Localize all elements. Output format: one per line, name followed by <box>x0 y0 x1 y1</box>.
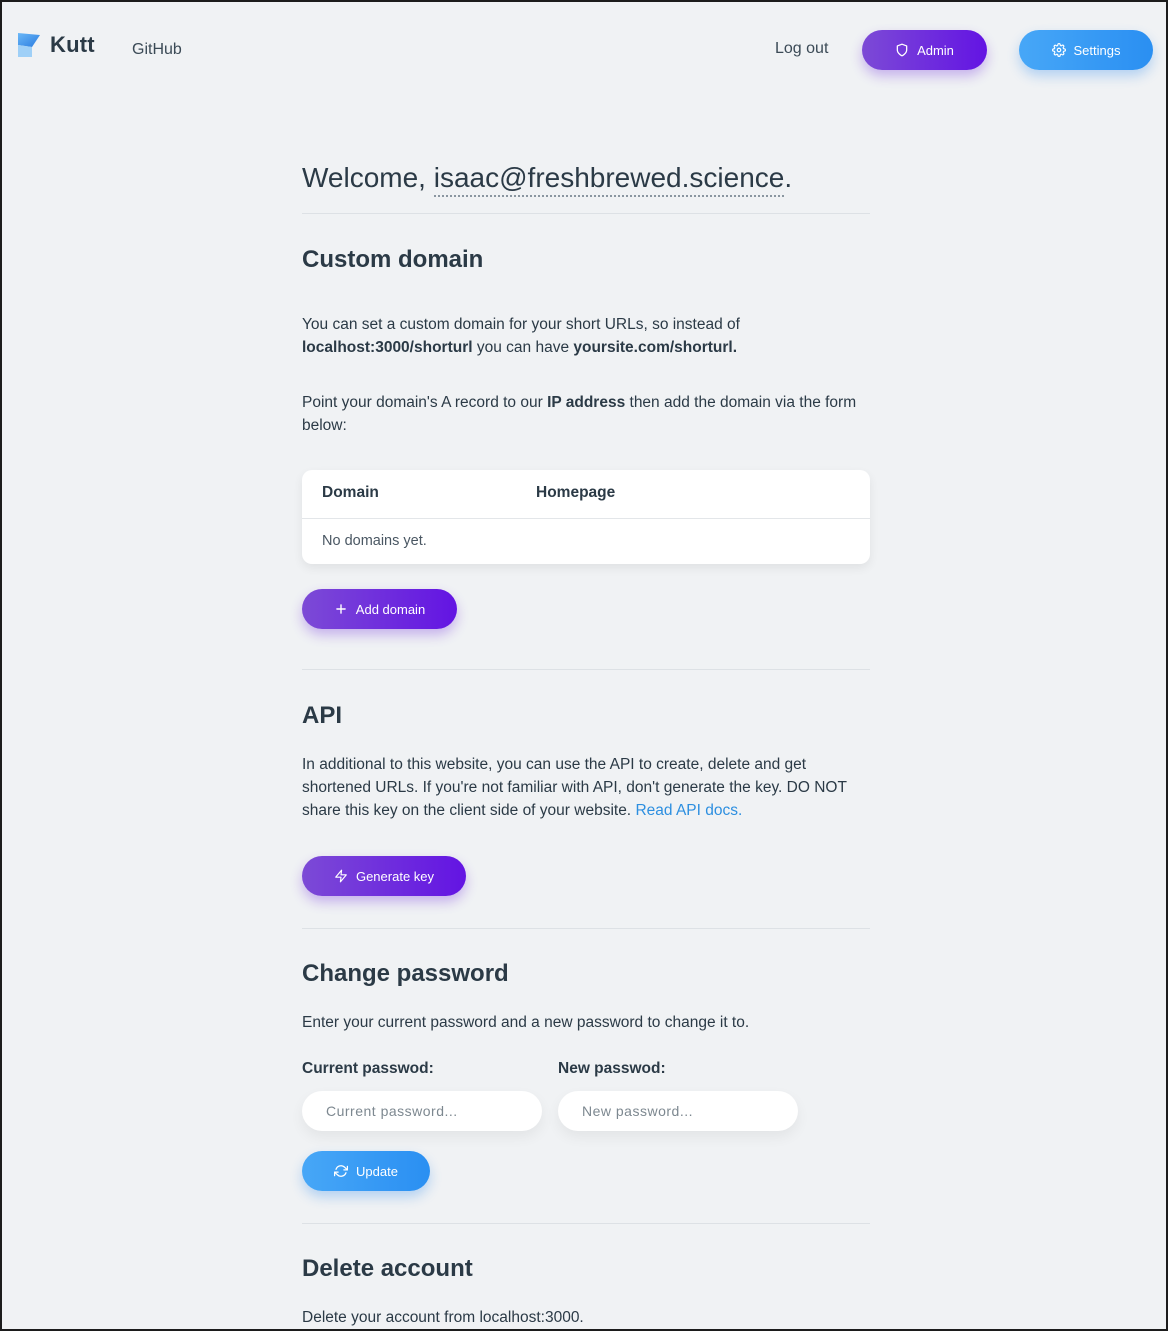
domains-empty-message: No domains yet. <box>322 533 427 549</box>
column-header-domain: Domain <box>322 484 379 501</box>
custom-domain-description: You can set a custom domain for your short URLs, so instead of localhost:3000/shorturl you can have yoursite.com/shorturl. <box>302 316 740 356</box>
generate-key-button[interactable] <box>302 856 466 896</box>
user-email: isaac@freshbrewed.science <box>434 162 785 197</box>
custom-domain-instructions: Point your domain's A record to our IP address then add the domain via the form below: <box>302 394 857 434</box>
add-domain-button[interactable] <box>302 589 457 629</box>
domains-table-header <box>302 470 870 519</box>
generate-key-label: Generate key <box>355 868 435 884</box>
current-password-input[interactable] <box>302 1091 542 1131</box>
api-description: In additional to this website, you can use the API to create, delete and get shortened URLs. If you're not familiar with API, don't generate the key. DO NOT share this key on the client side of your website. Read API docs. <box>302 756 847 819</box>
settings-button[interactable] <box>1019 30 1153 70</box>
github-link[interactable]: GitHub <box>132 41 182 58</box>
update-password-button[interactable] <box>302 1151 430 1191</box>
change-password-description: Enter your current password and a new password to change it to. <box>302 1014 750 1031</box>
admin-button[interactable] <box>862 30 987 70</box>
brand-name: Kutt <box>50 32 95 57</box>
refresh-icon <box>334 1164 348 1178</box>
column-header-homepage: Homepage <box>536 484 616 501</box>
kutt-logo-link[interactable] <box>18 32 95 58</box>
change-password-title: Change password <box>302 960 509 987</box>
divider <box>302 213 870 214</box>
plus-icon <box>334 602 348 616</box>
kutt-logo-icon <box>18 33 40 57</box>
gear-icon <box>1052 43 1066 57</box>
welcome-suffix: . <box>784 161 793 193</box>
lightning-icon <box>334 869 348 883</box>
current-password-label: Current passwod: <box>302 1060 434 1077</box>
divider <box>302 928 870 929</box>
divider <box>302 1223 870 1224</box>
domains-table <box>302 470 870 564</box>
top-navbar <box>2 2 1166 98</box>
divider <box>302 669 870 670</box>
api-title: API <box>302 702 343 729</box>
new-password-label: New passwod: <box>558 1060 666 1077</box>
settings-button-label: Settings <box>1073 42 1121 58</box>
shield-icon <box>895 43 909 57</box>
delete-account-description: Delete your account from localhost:3000. <box>302 1309 584 1326</box>
admin-button-label: Admin <box>917 42 954 58</box>
welcome-heading <box>302 162 792 194</box>
logout-link[interactable]: Log out <box>775 40 829 57</box>
custom-domain-title: Custom domain <box>302 246 484 273</box>
welcome-prefix: Welcome, <box>302 161 434 193</box>
add-domain-label: Add domain <box>355 601 426 617</box>
read-api-docs-link[interactable]: Read API docs. <box>635 802 743 819</box>
new-password-input[interactable] <box>558 1091 798 1131</box>
update-label: Update <box>356 1163 398 1179</box>
delete-account-title: Delete account <box>302 1255 473 1282</box>
